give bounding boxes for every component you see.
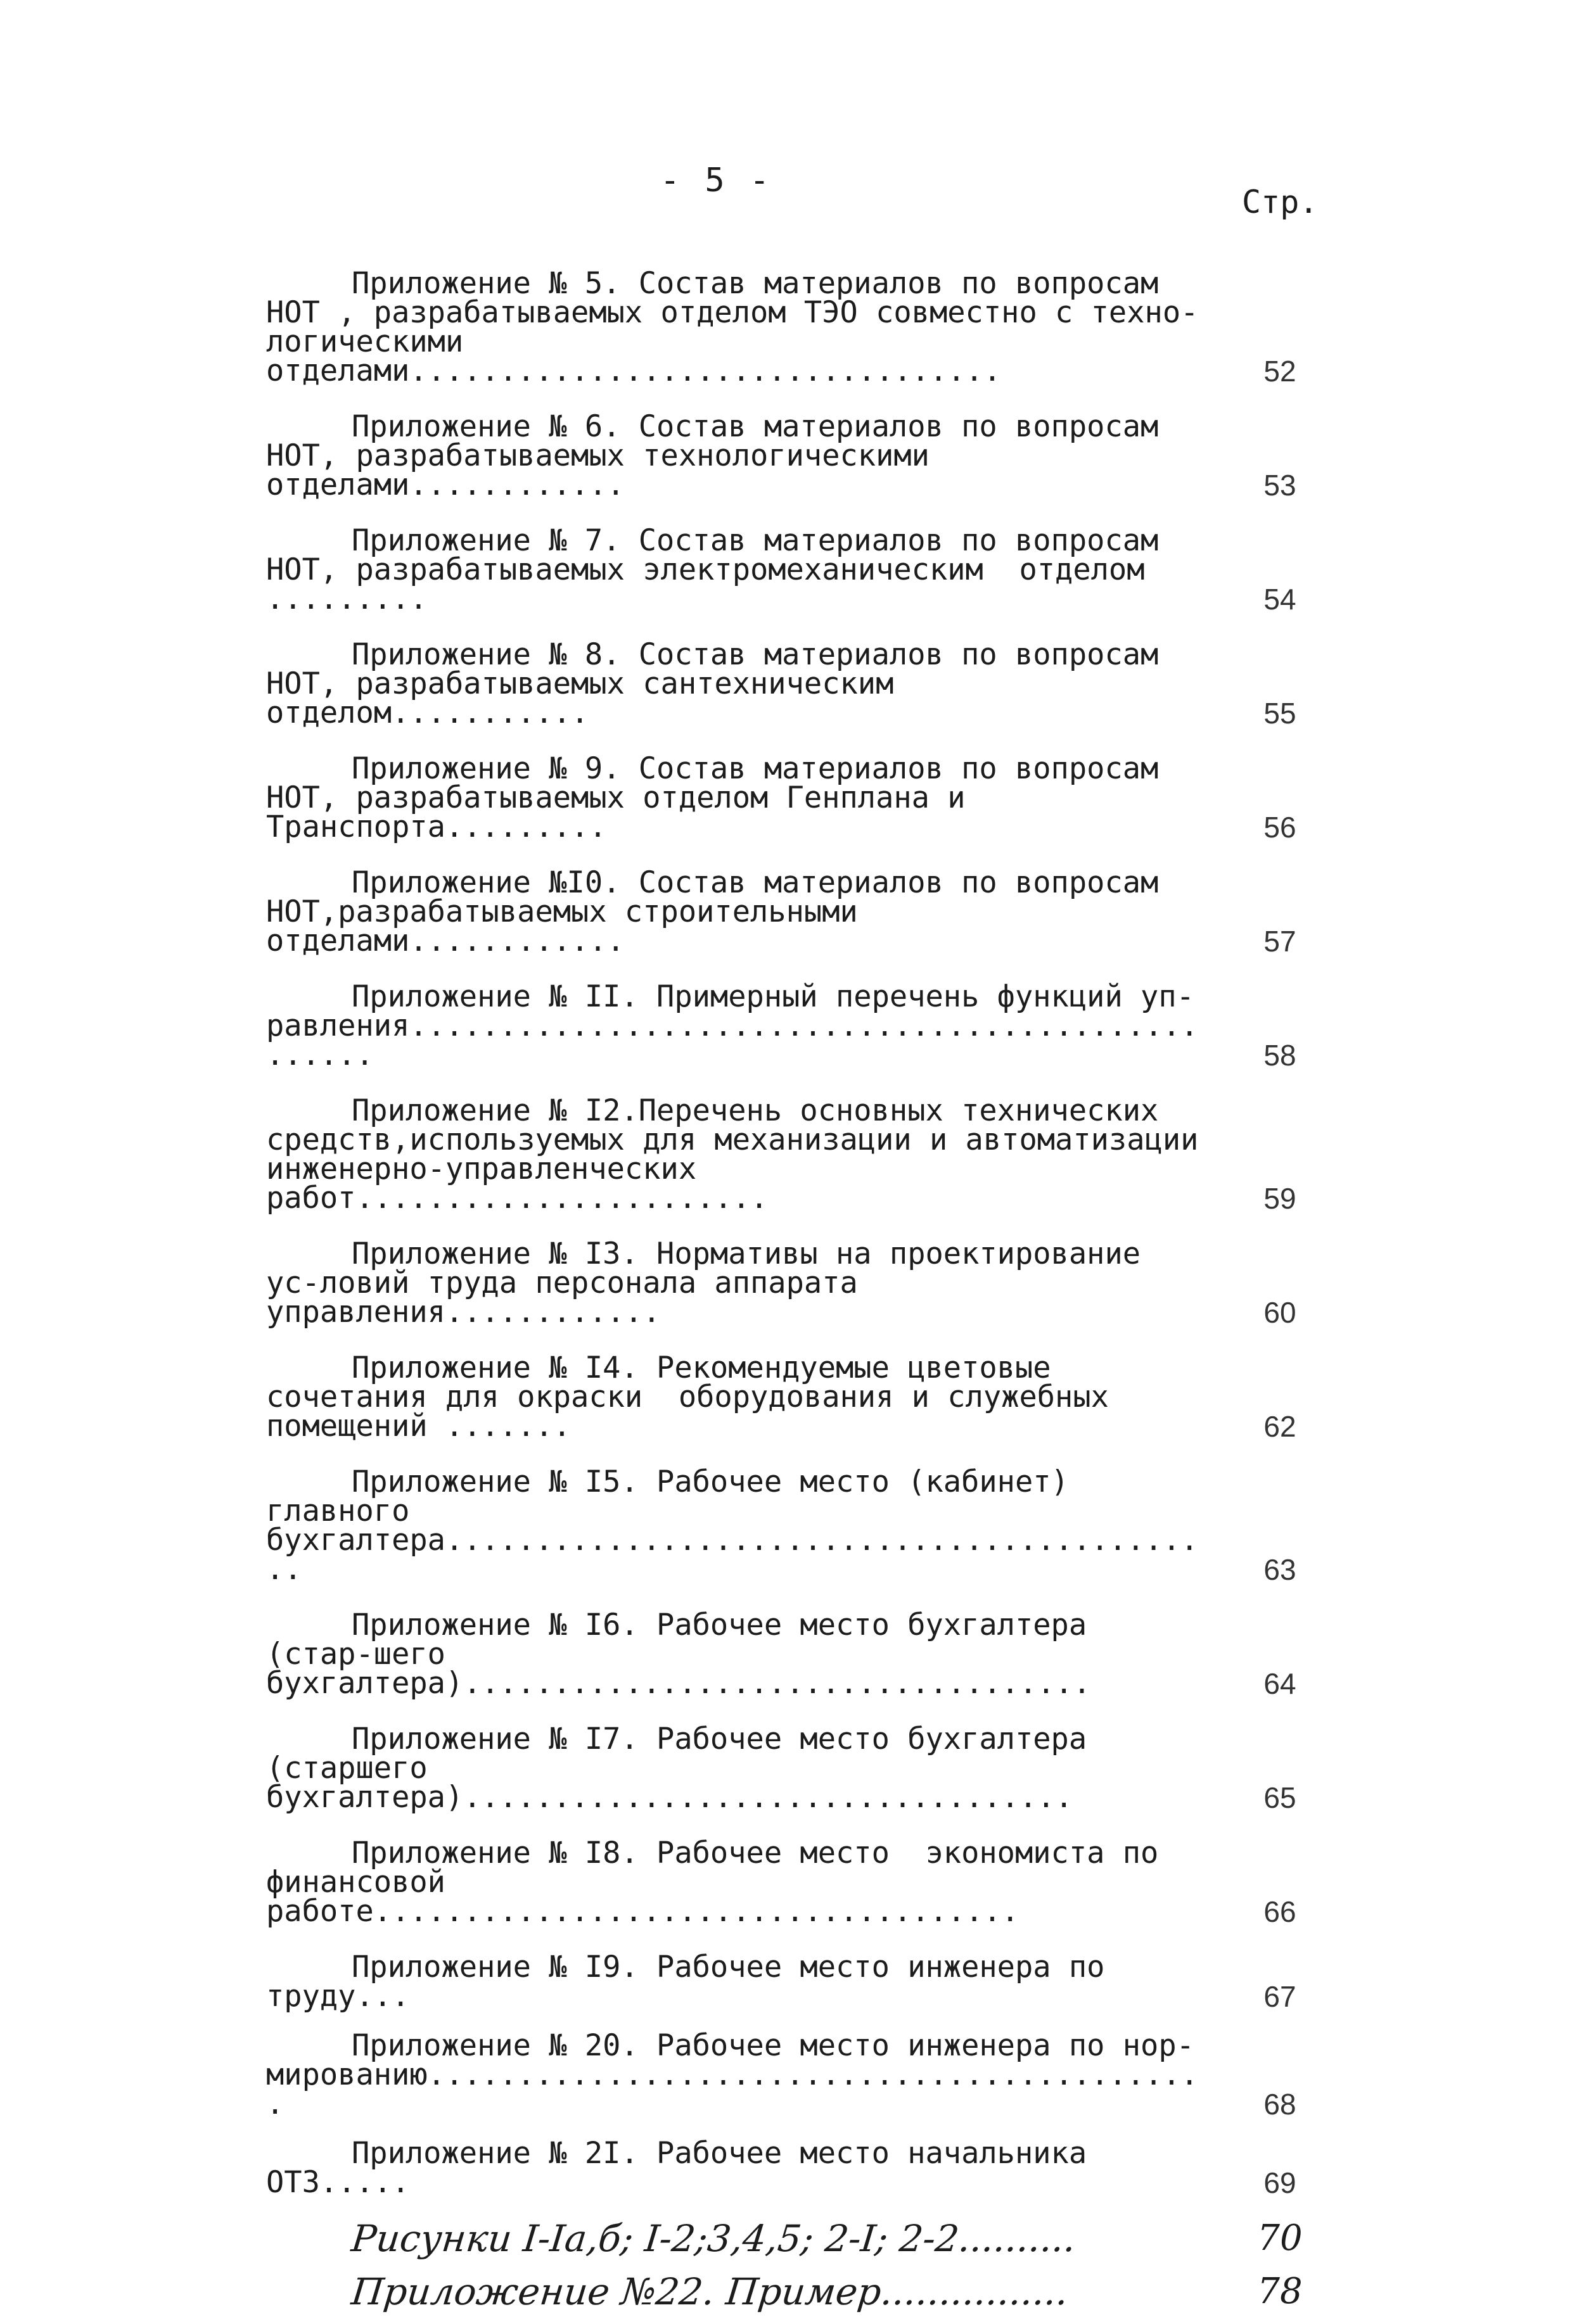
toc-entry-text: Приложение № 20. Рабочее место инженера по нор-мированию............................................ [266,2028,1199,2121]
toc-entry-text: Приложение № I7. Рабочее место бухгалтера (старшего бухгалтера).................................. [266,1722,1105,1815]
toc-entry [266,1464,1318,1587]
toc-entry-page: 59 [1263,1182,1296,1215]
toc-entry [266,751,1318,844]
toc-entry [266,1836,1318,1929]
toc-entry-page: 53 [1263,469,1296,502]
toc-entry [266,865,1318,958]
toc-entry-page: 60 [1263,1296,1296,1329]
toc-entry-text: Приложение № I4. Рекомендуемые цветовые сочетания для окраски оборудования и служебных помещений ....... [266,1350,1127,1444]
page-number: - 5 - [660,162,772,200]
toc-entry-text: Приложение № I9. Рабочее место инженера по труду... [266,1950,1123,2014]
toc-entry-text: Приложение № II. Примерный перечень функций уп-равления.................................................. [266,979,1199,1072]
toc-entry-text: Приложение № I5. Рабочее место (кабинет) главного бухгалтера............................................ [266,1464,1199,1587]
toc-entry [266,979,1318,1072]
toc-entry-text: Приложение № 7. Состав материалов по вопросам НОТ, разрабатываемых электромеханическим отделом ......... [266,523,1177,616]
toc-entry [266,266,1318,388]
toc-entry-page: 58 [1263,1039,1296,1072]
toc-entry-text: Приложение № I6. Рабочее место бухгалтера (стар-шего бухгалтера)................................... [266,1608,1105,1701]
toc-entry-page: 52 [1263,355,1296,388]
toc-entry-text: Приложение № 6. Состав материалов по вопросам НОТ, разрабатываемых технологическими отделами............ [266,409,1177,502]
toc-entry [266,2028,1318,2121]
handwritten-entry-page: 70 [1257,2218,1303,2259]
toc-entry [266,523,1318,616]
toc-entry-page: 69 [1263,2166,1296,2199]
toc-entry-page: 56 [1263,811,1296,844]
handwritten-entry [266,2271,1318,2313]
handwritten-entry-page: 78 [1257,2271,1303,2312]
toc-entry-page: 55 [1263,697,1296,730]
toc-entry-page: 62 [1263,1410,1296,1443]
toc-entry [266,637,1318,730]
toc-entry [266,1093,1318,1216]
toc-entry-page: 57 [1263,925,1296,958]
toc-entry-page: 54 [1263,583,1296,616]
toc-entry [266,1236,1318,1330]
toc-entry-text: Приложение №I0. Состав материалов по вопросам НОТ,разрабатываемых строительными отделами............ [266,865,1177,958]
toc-entry-text: Приложение № 2I. Рабочее место начальника ОТЗ..... [266,2136,1105,2200]
table-of-contents [266,266,1318,2324]
page-column-header: Стр. [1242,184,1319,220]
toc-entry-page: 66 [1263,1895,1296,1928]
toc-entry-page: 63 [1263,1553,1296,1586]
handwritten-entry [266,2218,1318,2259]
toc-entry-page: 64 [1263,1667,1296,1700]
toc-entry-text: Приложение № I3. Нормативы на проектирование ус-ловий труда персонала аппарата управления............ [266,1236,1159,1330]
toc-entry [266,1608,1318,1701]
toc-entry-text: Приложение № 9. Состав материалов по вопросам НОТ, разрабатываемых отделом Генплана и Транспорта......... [266,751,1177,844]
toc-entry-page: 68 [1263,2088,1296,2121]
toc-entry [266,1722,1318,1815]
toc-entry-text: Приложение № I8. Рабочее место экономиста по финансовой работе.................................... [266,1836,1177,1929]
toc-entry-text: Приложение № I2.Перечень основных технических средств,используемых для механизации и автоматизации инженерно-управленческих работ....................... [266,1093,1217,1216]
toc-entry-page: 65 [1263,1781,1296,1814]
toc-entry [266,2136,1318,2200]
handwritten-entry-text: Рисунки I-Iа,б; I-2;3,4,5; 2-I; 2-2.......... [349,2217,1078,2260]
toc-entry [266,409,1318,502]
toc-entry [266,1950,1318,2014]
toc-entry [266,1350,1318,1444]
handwritten-entry-text: Приложение №22. Пример................ [349,2270,1071,2313]
toc-entry-page: 67 [1263,1980,1296,2013]
toc-entry-text: Приложение № 5. Состав материалов по вопросам НОТ , разрабатываемых отделом ТЭО совместно с техно-логическими отделами................................. [266,266,1199,388]
toc-entry-text: Приложение № 8. Состав материалов по вопросам НОТ, разрабатываемых сантехническим отделом........... [266,637,1177,730]
